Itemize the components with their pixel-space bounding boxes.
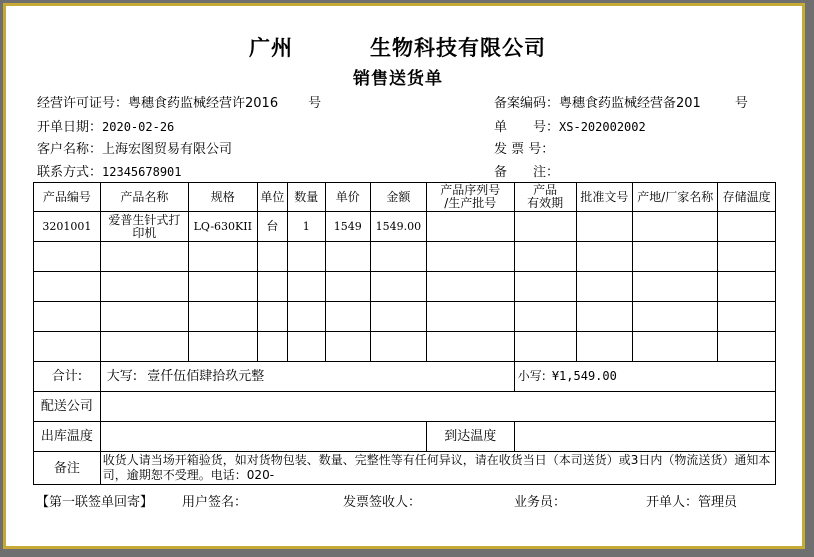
date-value: 2020-02-26 — [102, 120, 175, 134]
record-value: 粤穗食药监械经营备201 — [559, 96, 701, 111]
date-line — [37, 116, 174, 135]
column-header: 产品编号 — [34, 183, 101, 212]
remark-line — [494, 161, 559, 180]
temperature-row — [34, 422, 776, 452]
cell-origin — [633, 212, 718, 242]
remark-label: 备 注： — [494, 165, 560, 180]
cell-product-name: 爱普生针式打印机 — [100, 212, 188, 242]
delivery-table — [33, 182, 776, 485]
table-row — [34, 332, 776, 362]
record-suffix: 号 — [734, 96, 748, 111]
company-name-left: 广州 — [249, 36, 293, 60]
total-capital — [100, 362, 514, 392]
delivery-company-row — [34, 392, 776, 422]
table-row — [34, 302, 776, 332]
column-header: 单价 — [325, 183, 371, 212]
order-value: XS-202002002 — [559, 120, 646, 134]
customer-line — [37, 138, 232, 157]
date-label: 开单日期： — [37, 120, 103, 135]
note-row — [34, 452, 776, 485]
capital-label: 大写: — [106, 369, 138, 384]
contact-line — [37, 161, 182, 180]
column-header: 批准文号 — [576, 183, 633, 212]
cell-spec: LQ-630KII — [188, 212, 257, 242]
customer-value: 上海宏图贸易有限公司 — [102, 142, 233, 157]
column-header: 产品序列号 /生产批号 — [426, 183, 514, 212]
invoice-receiver-signature: 发票签收人： — [343, 495, 422, 510]
invoice-line — [494, 138, 554, 157]
note-label: 备注 — [34, 452, 101, 485]
company-name-right: 生物科技有限公司 — [370, 36, 546, 60]
cell-storage — [718, 212, 776, 242]
record-line — [494, 92, 748, 111]
total-row — [34, 362, 776, 392]
invoice-label: 发 票 号： — [494, 142, 555, 157]
column-header: 产品 有效期 — [514, 183, 576, 212]
delivery-company-value — [100, 392, 775, 422]
column-header: 存储温度 — [718, 183, 776, 212]
note-text: 收货人请当场开箱验货，如对货物包装、数量、完整性等有任何异议，请在收货当日（本司送货）或3日内（物流送货）通知本司，逾期恕不受理。电话：020- — [100, 452, 775, 485]
license-label: 经营许可证号： — [37, 96, 129, 111]
order-label: 单 号： — [494, 120, 560, 135]
cell-serial — [426, 212, 514, 242]
delivery-company-label: 配送公司 — [34, 392, 101, 422]
total-label: 合计: — [34, 362, 101, 392]
column-header: 产地/厂家名称 — [633, 183, 718, 212]
arrive-temp-value — [514, 422, 775, 452]
cell-quantity: 1 — [288, 212, 325, 242]
drawer-line — [646, 491, 737, 510]
license-line — [37, 92, 321, 111]
small-value: ¥1,549.00 — [551, 369, 617, 383]
table-header-row — [34, 183, 776, 212]
table-row — [34, 272, 776, 302]
capital-value: 壹仟伍佰肆拾玖元整 — [147, 369, 265, 384]
cell-amount: 1549.00 — [371, 212, 427, 242]
out-temp-label: 出库温度 — [34, 422, 101, 452]
cell-product-code: 3201001 — [34, 212, 101, 242]
arrive-temp-label: 到达温度 — [426, 422, 514, 452]
customer-label: 客户名称： — [37, 142, 103, 157]
document-title: 销售送货单 — [353, 69, 443, 89]
small-label: 小写: — [517, 369, 546, 383]
copy-label: 【第一联签单回寄】 — [36, 495, 154, 510]
cell-unit: 台 — [257, 212, 287, 242]
license-suffix: 号 — [308, 96, 322, 111]
drawer-label: 开单人： — [646, 495, 699, 510]
column-header: 数量 — [288, 183, 325, 212]
column-header: 金额 — [371, 183, 427, 212]
table-row — [34, 212, 776, 242]
out-temp-value — [100, 422, 426, 452]
salesman-signature: 业务员： — [514, 495, 567, 510]
record-label: 备案编码： — [494, 96, 560, 111]
column-header: 单位 — [257, 183, 287, 212]
column-header: 产品名称 — [100, 183, 188, 212]
column-header: 规格 — [188, 183, 257, 212]
license-value: 粤穗食药监械经营许2016 — [128, 96, 279, 111]
order-line — [494, 116, 646, 135]
total-small — [514, 362, 775, 392]
cell-unit-price: 1549 — [325, 212, 371, 242]
table-row — [34, 242, 776, 272]
contact-value: 12345678901 — [102, 165, 182, 179]
customer-signature: 用户签名： — [182, 495, 248, 510]
cell-expiry — [514, 212, 576, 242]
drawer-value: 管理员 — [698, 495, 738, 510]
contact-label: 联系方式： — [37, 165, 103, 180]
cell-approval — [576, 212, 633, 242]
